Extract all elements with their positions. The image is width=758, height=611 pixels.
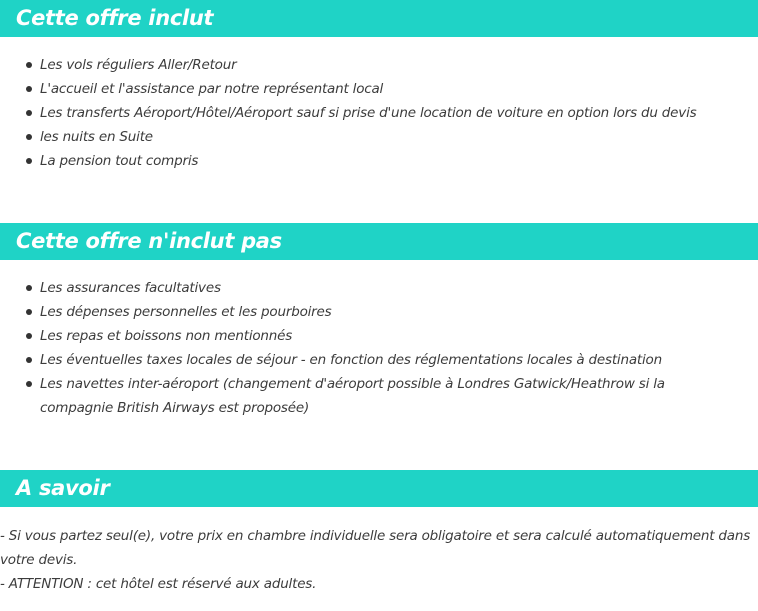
info-notes — [0, 524, 756, 596]
bullet-icon — [26, 333, 32, 339]
list-item: Les assurances facultatives — [0, 276, 740, 300]
list-item: Les repas et boissons non mentionnés — [0, 324, 740, 348]
bullet-icon — [26, 110, 32, 116]
included-section-title: Cette offre inclut — [16, 6, 214, 30]
bullet-icon — [26, 134, 32, 140]
info-section-header — [0, 470, 758, 507]
info-note-solo-traveler: - Si vous partez seul(e), votre prix en chambre individuelle sera obligatoire et sera calculé automatiquement dans votre devis. — [0, 528, 751, 568]
excluded-list — [0, 276, 740, 420]
bullet-icon — [26, 62, 32, 68]
list-item: Les transferts Aéroport/Hôtel/Aéroport sauf si prise d'une location de voiture en option lors du devis — [0, 101, 740, 125]
list-item: les nuits en Suite — [0, 125, 740, 149]
list-item: Les dépenses personnelles et les pourboires — [0, 300, 740, 324]
list-item: Les éventuelles taxes locales de séjour - en fonction des réglementations locales à destination — [0, 348, 740, 372]
excluded-section-header — [0, 223, 758, 260]
included-section-header — [0, 0, 758, 37]
bullet-icon — [26, 285, 32, 291]
bullet-icon — [26, 381, 32, 387]
bullet-icon — [26, 357, 32, 363]
bullet-icon — [26, 86, 32, 92]
bullet-icon — [26, 158, 32, 164]
list-item: La pension tout compris — [0, 149, 740, 173]
info-note-adults-only: - ATTENTION : cet hôtel est réservé aux adultes. — [0, 576, 317, 592]
bullet-icon — [26, 309, 32, 315]
excluded-section-title: Cette offre n'inclut pas — [16, 229, 282, 253]
list-item: L'accueil et l'assistance par notre représentant local — [0, 77, 740, 101]
info-section-title: A savoir — [16, 476, 110, 500]
list-item: Les vols réguliers Aller/Retour — [0, 53, 740, 77]
list-item: Les navettes inter-aéroport (changement d'aéroport possible à Londres Gatwick/Heathrow si la compagnie British Airways est proposée) — [0, 372, 740, 420]
included-list — [0, 53, 740, 173]
